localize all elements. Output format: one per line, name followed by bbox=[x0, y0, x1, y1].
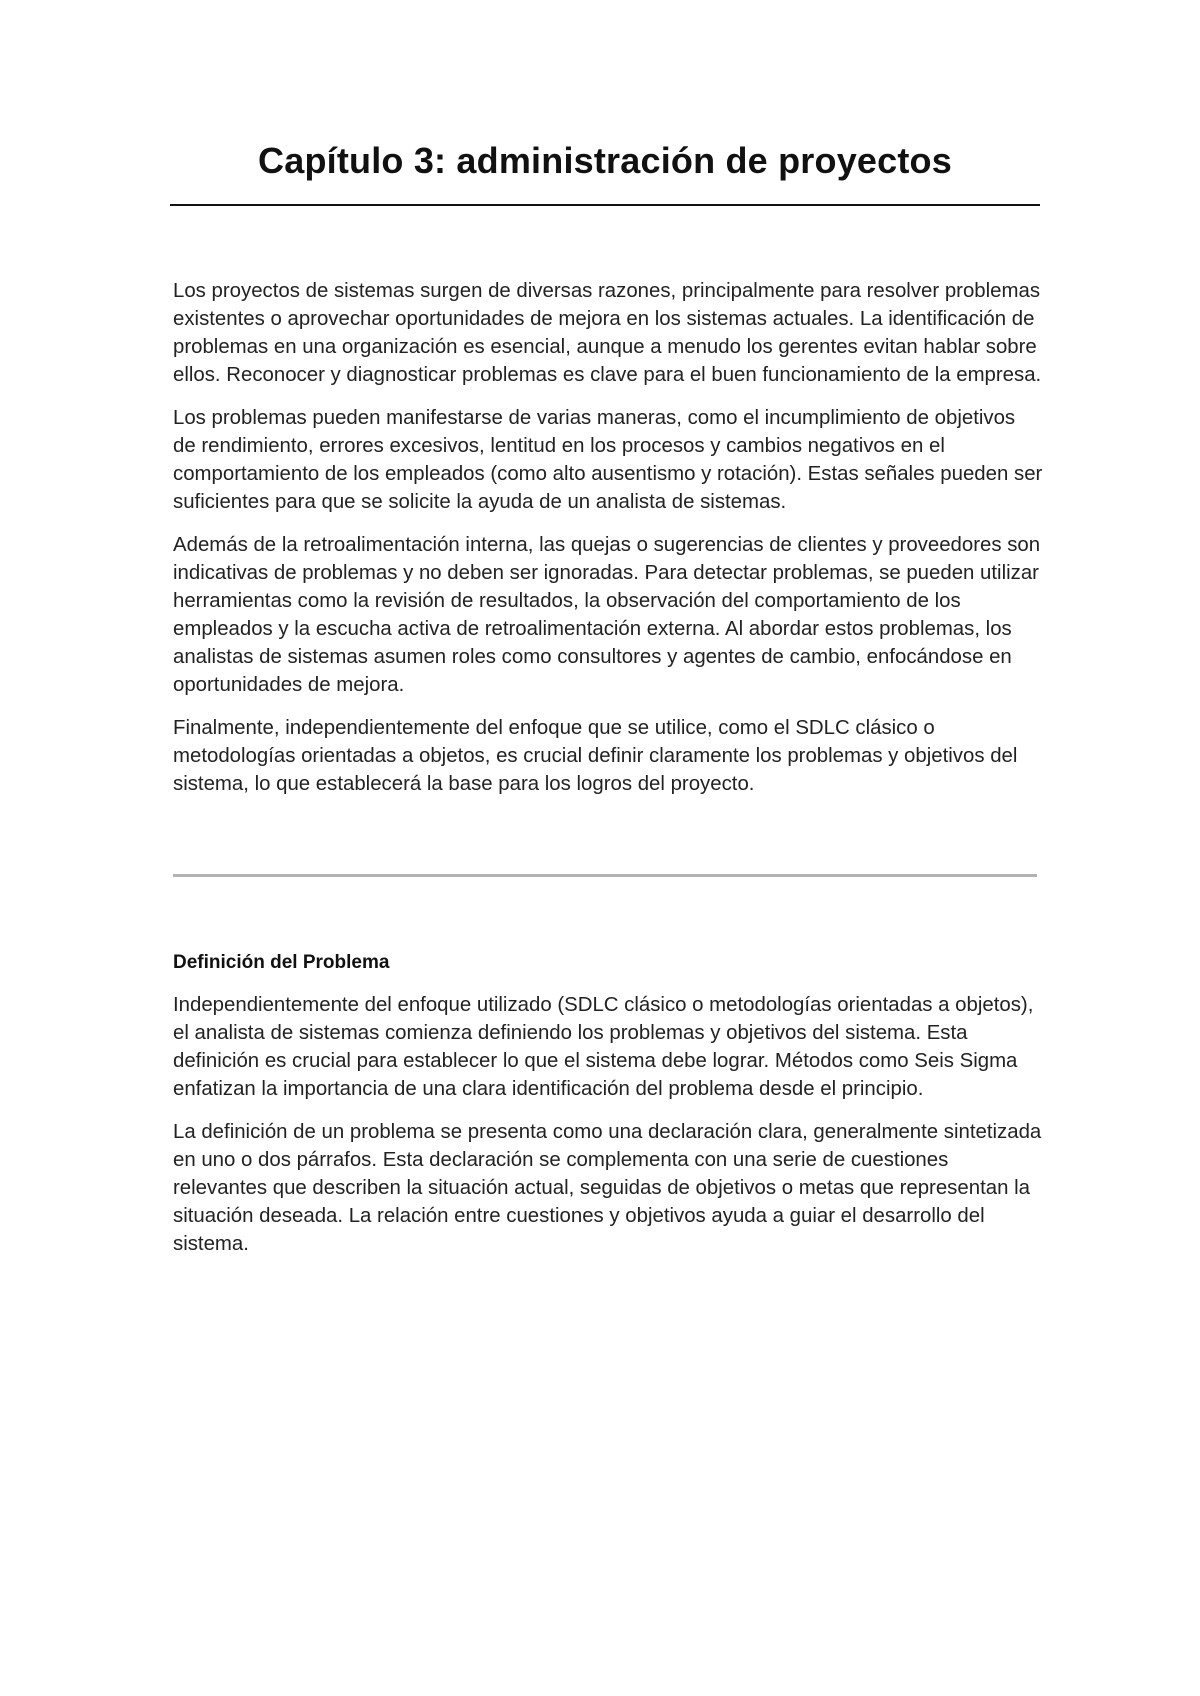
section-paragraph-2: La definición de un problema se presenta como una declaración clara, generalmente sintetizada en uno o dos párrafos. Esta declaración se complementa con una serie de cuestiones relevantes que describen la situación actual, seguidas de objetivos o metas que representan la situación deseada. La relación entre cuestiones y objetivos ayuda a guiar el desarrollo del sistema. bbox=[173, 1121, 1042, 1255]
document-body bbox=[173, 277, 1043, 1273]
section-divider bbox=[173, 874, 1037, 877]
intro-paragraph-4: Finalmente, independientemente del enfoque que se utilice, como el SDLC clásico o metodologías orientadas a objetos, es crucial definir claramente los problemas y objetivos del sistema, lo que establecerá la base para los logros del proyecto. bbox=[173, 717, 1018, 795]
intro-paragraph-1: Los proyectos de sistemas surgen de diversas razones, principalmente para resolver problemas existentes o aprovechar oportunidades de mejora en los sistemas actuales. La identificación de problemas en una organización es esencial, aunque a menudo los gerentes evitan hablar sobre ellos. Reconocer y diagnosticar problemas es clave para el buen funcionamiento de la empresa. bbox=[173, 280, 1042, 386]
section-paragraph-1: Independientemente del enfoque utilizado (SDLC clásico o metodologías orientadas a objetos), el analista de sistemas comienza definiendo los problemas y objetivos del sistema. Esta definición es crucial para establecer lo que el sistema debe lograr. Métodos como Seis Sigma enfatizan la importancia de una clara identificación del problema desde el principio. bbox=[173, 994, 1034, 1100]
section-heading: Definición del Problema bbox=[173, 952, 390, 973]
intro-paragraph-3: Además de la retroalimentación interna, las quejas o sugerencias de clientes y proveedores son indicativas de problemas y no deben ser ignoradas. Para detectar problemas, se pueden utilizar herramientas como la revisión de resultados, la observación del comportamiento de los empleados y la escucha activa de retroalimentación externa. Al abordar estos problemas, los analistas de sistemas asumen roles como consultores y agentes de cambio, enfocándose en oportunidades de mejora. bbox=[173, 534, 1041, 696]
page-title: Capítulo 3: administración de proyectos bbox=[258, 140, 952, 181]
intro-paragraph-2: Los problemas pueden manifestarse de varias maneras, como el incumplimiento de objetivos de rendimiento, errores excesivos, lentitud en los procesos y cambios negativos en el comportamiento de los empleados (como alto ausentismo y rotación). Estas señales pueden ser suficientes para que se solicite la ayuda de un analista de sistemas. bbox=[173, 407, 1043, 513]
title-underline bbox=[170, 204, 1040, 206]
